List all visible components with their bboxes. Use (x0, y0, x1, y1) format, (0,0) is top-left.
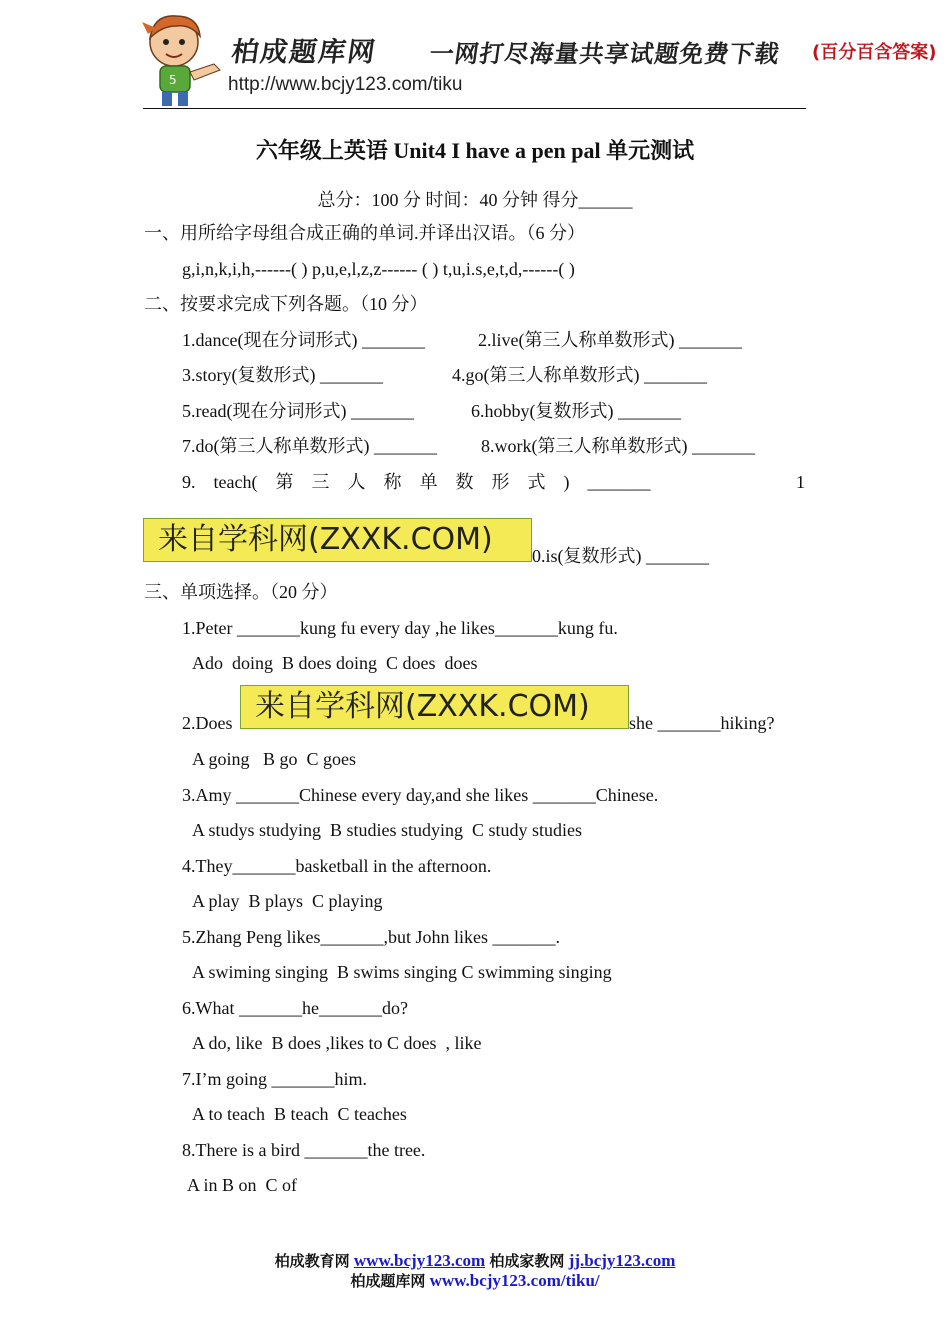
score-line: 总分：100 分 时间：40 分钟 得分______ (317, 190, 633, 210)
header-divider (143, 108, 806, 109)
question-item: 1.dance(现在分词形式) _______ (182, 330, 425, 350)
question-line: 8.There is a bird _______the tree. (182, 1140, 426, 1160)
answer-note: (百分百含答案) (812, 42, 937, 63)
answer-options: A going B go C goes (192, 749, 357, 769)
answer-options: Ado doing B does doing C does does (192, 653, 478, 673)
footer-line-2 (0, 1270, 950, 1291)
footer-tiku-link[interactable]: www.bcjy123.com/tiku/ (429, 1271, 600, 1290)
answer-options: A swiming singing B swims singing C swimming singing (192, 962, 612, 982)
section-3-heading: 三、单项选择。（20 分） (144, 582, 338, 602)
question-item: 9. teach( 第 三 人 称 单 数 形 式 ) _______ (182, 472, 651, 492)
question-item-number: 1 (796, 472, 805, 492)
answer-options: A in B on C of (187, 1175, 298, 1195)
footer-tutor-link[interactable]: jj.bcjy123.com (568, 1251, 676, 1270)
answer-options: A play B plays C playing (192, 891, 383, 911)
question-item: 2.live(第三人称单数形式) _______ (478, 330, 742, 350)
question-line: 7.I’m going _______him. (182, 1069, 367, 1089)
question-line: 5.Zhang Peng likes_______,but John likes _______. (182, 927, 560, 947)
footer-edu-label: 柏成教育网 (274, 1252, 350, 1270)
question-line: 2.Does (182, 713, 233, 733)
svg-text:5: 5 (169, 73, 177, 87)
watermark-banner: 来自学科网(ZXXK.COM) (240, 685, 629, 729)
site-url: http://www.bcjy123.com/tiku (228, 74, 463, 95)
section-2-heading: 二、按要求完成下列各题。（10 分） (144, 294, 428, 314)
answer-options: A do, like B does ,likes to C does , like (192, 1033, 482, 1053)
answer-options: A studys studying B studies studying C study studies (192, 820, 583, 840)
question-item: 0.is(复数形式) _______ (532, 546, 709, 566)
footer-tutor-label: 柏成家教网 (489, 1252, 565, 1270)
question-item: 8.work(第三人称单数形式) _______ (481, 436, 755, 456)
question-line: 1.Peter _______kung fu every day ,he likes_______kung fu. (182, 618, 618, 638)
footer-line-1 (0, 1250, 950, 1271)
question-item: 4.go(第三人称单数形式) _______ (452, 365, 707, 385)
cartoon-boy-mascot-icon (140, 8, 224, 108)
question-item: 7.do(第三人称单数形式) _______ (182, 436, 437, 456)
answer-options: A to teach B teach C teaches (192, 1104, 407, 1124)
page-title: 六年级上英语 Unit4 I have a pen pal 单元测试 (255, 138, 695, 163)
question-item: 5.read(现在分词形式) _______ (182, 401, 414, 421)
section-1-heading: 一、用所给字母组合成正确的单词.并译出汉语。（6 分） (144, 223, 585, 243)
site-name: 柏成题库网 (229, 37, 379, 68)
footer-edu-link[interactable]: www.bcjy123.com (353, 1251, 486, 1270)
site-slogan: 一网打尽海量共享试题免费下载 (427, 40, 782, 68)
question-item: 3.story(复数形式) _______ (182, 365, 383, 385)
section-1-line: g,i,n,k,i,h,------( ) p,u,e,l,z,z------ ( ) t,u,i.s,e,t,d,------( ) (182, 259, 575, 279)
question-item: 6.hobby(复数形式) _______ (471, 401, 681, 421)
question-line: 6.What _______he_______do? (182, 998, 408, 1018)
question-line: 4.They_______basketball in the afternoon. (182, 856, 492, 876)
site-banner (140, 8, 950, 108)
footer-tiku-label: 柏成题库网 (350, 1272, 426, 1290)
question-line: 3.Amy _______Chinese every day,and she likes _______Chinese. (182, 785, 659, 805)
question-line: she _______hiking? (629, 713, 775, 733)
watermark-banner: 来自学科网(ZXXK.COM) (143, 518, 532, 562)
